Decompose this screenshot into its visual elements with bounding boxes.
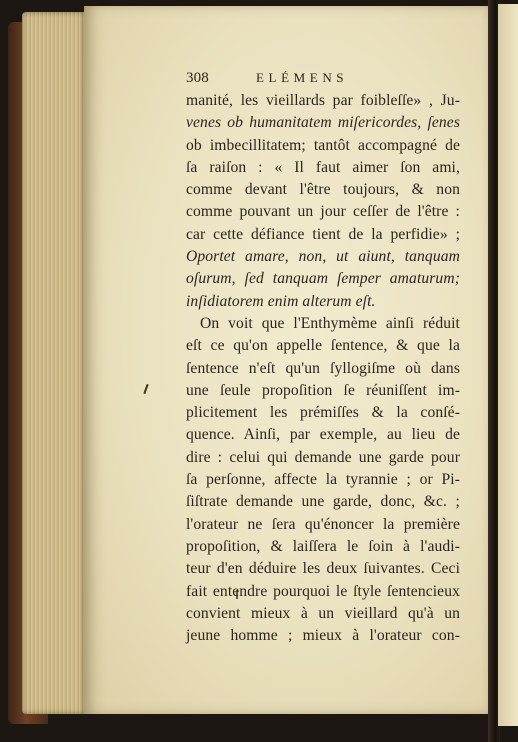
page-edges-stack: [22, 12, 84, 714]
text-line: Oportet amare, non, ut aiunt, tanquam: [186, 248, 460, 266]
text-line: ſentence n'eſt qu'un ſyllogiſme où dans: [186, 359, 460, 377]
text-line: On voit que l'Enthymème ainſi réduit: [200, 314, 460, 332]
text-line: eſt ce qu'on appelle ſentence, & que la: [186, 337, 460, 355]
text-line: comme devant l'être toujours, & non: [186, 181, 460, 199]
text-line: plicitement les prémiſſes & la conſé-: [186, 404, 460, 422]
body-text: [186, 90, 460, 647]
text-line: jeune homme ; mieux à l'orateur con-: [186, 627, 460, 645]
text-line: l'orateur ne ſera qu'énoncer la première: [186, 515, 460, 533]
text-line: ſa raiſon : « Il faut aimer ſon ami,: [186, 158, 460, 176]
page-text-block: [186, 70, 460, 647]
text-line: inſidiatorem enim alterum eſt.: [186, 292, 376, 310]
text-line: ob imbecillitatem; tantôt accompagné de: [186, 136, 460, 154]
text-line: propoſition, & laiſſera le ſoin à l'audi-: [186, 537, 460, 555]
text-line: oſurum, ſed tanquam ſemper amaturum;: [186, 270, 460, 288]
text-line: ſiſtrate demande une garde, donc, &c. ;: [186, 493, 460, 511]
page-number: 308: [186, 70, 209, 86]
running-head: [186, 70, 460, 90]
text-line: comme pouvant un jour ceſſer de l'être :: [186, 203, 460, 221]
text-line: une ſeule propoſition ſe réuniſſent im-: [186, 381, 460, 399]
text-line: quence. Ainſi, par exemple, au lieu de: [186, 426, 460, 444]
text-line: teur d'en déduire les deux ſuivantes. Ceci: [186, 560, 460, 578]
text-line: fait entendre pourquoi le ſtyle ſentencieux: [186, 582, 460, 600]
text-line: ſa perſonne, affecte la tyrannie ; or Pi-: [186, 471, 460, 489]
text-line: dire : celui qui demande une garde pour: [186, 448, 460, 466]
running-title: ELÉMENS: [256, 70, 349, 85]
text-line: car cette défiance tient de la perfidie» ;: [186, 225, 460, 243]
facing-page-sliver: [498, 4, 518, 726]
text-line: manité, les vieillards par foibleſſe» , Ju-: [186, 92, 460, 109]
text-line: venes ob humanitatem miſericordes, ſenes: [186, 114, 460, 132]
text-line: convient mieux à un vieillard qu'à un: [186, 604, 460, 622]
